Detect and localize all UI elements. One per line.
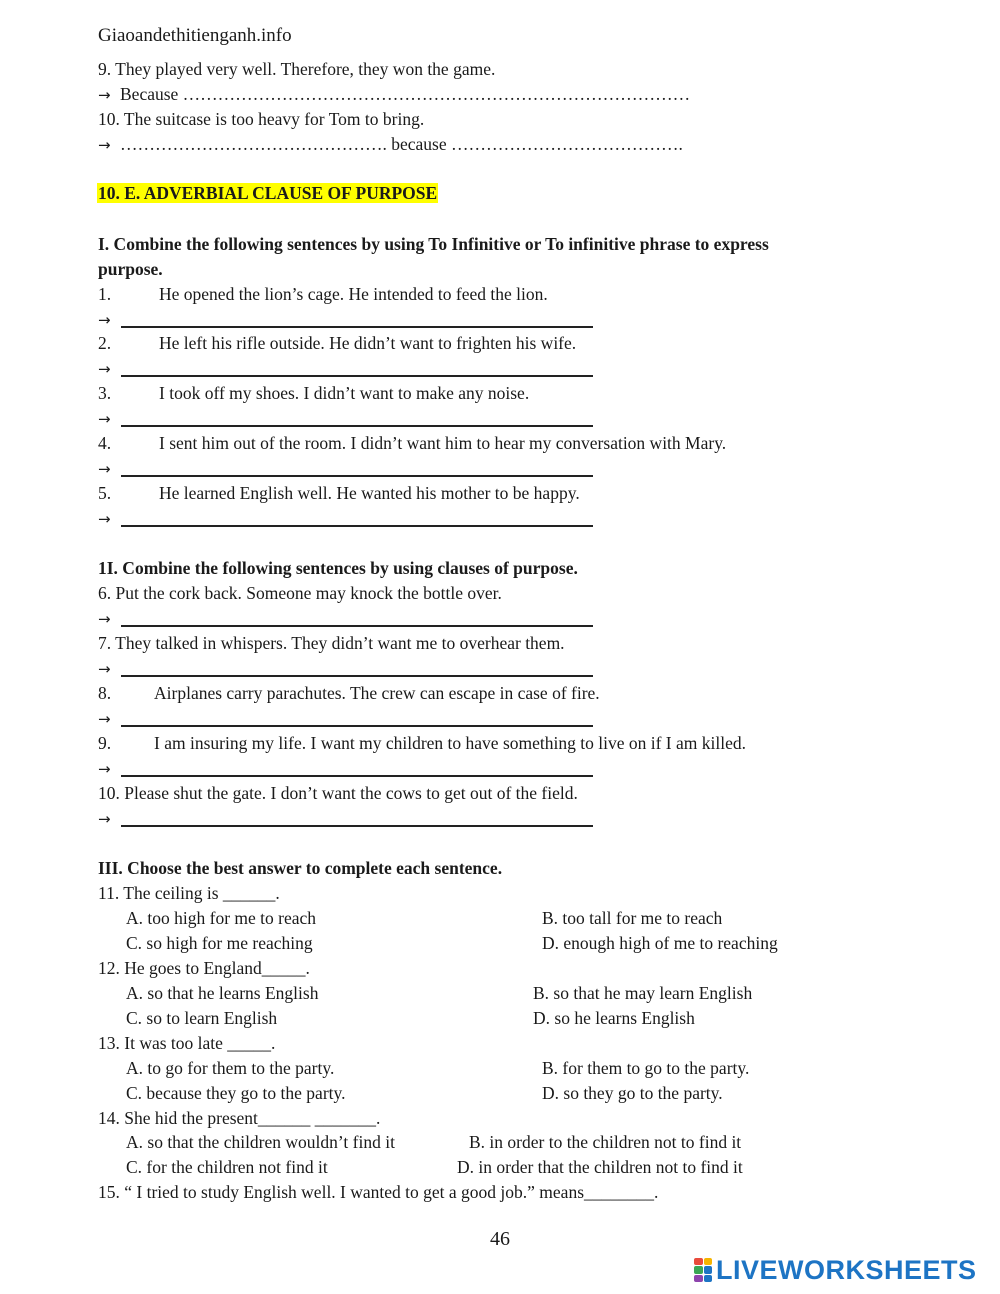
part2-item-10: 10. Please shut the gate. I don’t want the cows to get out of the field. xyxy=(98,783,578,803)
arrow-icon: → xyxy=(98,760,111,778)
answer-arrow xyxy=(98,657,120,680)
part1-instruction-2: purpose. xyxy=(98,259,163,279)
part1-item-5 xyxy=(98,482,580,504)
prev-q10-answer-line xyxy=(98,133,683,156)
question-13-stem: 13. It was too late _____. xyxy=(98,1033,276,1053)
prev-q9: 9. They played very well. Therefore, they won the game. xyxy=(98,59,496,79)
answer-field-2[interactable] xyxy=(121,375,593,377)
arrow-icon: → xyxy=(98,610,111,628)
arrow-icon: → xyxy=(98,360,111,378)
arrow-icon: → xyxy=(98,410,111,428)
answer-field-6[interactable] xyxy=(121,625,593,627)
answer-arrow xyxy=(98,357,120,380)
liveworksheets-logo[interactable] xyxy=(694,1256,977,1284)
answer-field-10[interactable] xyxy=(121,825,593,827)
arrow-icon: → xyxy=(98,660,111,678)
item-text: I sent him out of the room. I didn’t want him to hear my conversation with Mary. xyxy=(159,433,727,453)
option-b[interactable]: B. in order to the children not to find it xyxy=(469,1132,742,1152)
answer-field-9[interactable] xyxy=(121,775,593,777)
item-number: 2. xyxy=(98,333,112,353)
item-number: 4. xyxy=(98,433,112,453)
site-header: Giaoandethitienganh.info xyxy=(98,25,292,46)
answer-field-8[interactable] xyxy=(121,725,593,727)
item-number: 8. xyxy=(98,683,112,703)
item-text: I took off my shoes. I didn’t want to make any noise. xyxy=(159,383,530,403)
answer-arrow xyxy=(98,457,120,480)
answer-arrow xyxy=(98,707,120,730)
part1-item-1 xyxy=(98,283,548,305)
answer-field-7[interactable] xyxy=(121,675,593,677)
section-title-text: 10. E. ADVERBIAL CLAUSE OF PURPOSE xyxy=(98,183,438,203)
part1-instruction-1: I. Combine the following sentences by using To Infinitive or To infinitive phrase to express xyxy=(98,234,769,254)
item-number: 5. xyxy=(98,483,112,503)
part1-item-3 xyxy=(98,382,529,404)
part2-item-6: 6. Put the cork back. Someone may knock the bottle over. xyxy=(98,583,502,603)
prev-q9-answer-line xyxy=(98,83,690,106)
option-c[interactable]: C. so high for me reaching xyxy=(126,933,313,953)
option-a[interactable]: A. so that he learns English xyxy=(126,983,319,1003)
item-text: Airplanes carry parachutes. The crew can escape in case of fire. xyxy=(154,683,600,703)
option-d[interactable]: D. so he learns English xyxy=(533,1008,695,1028)
option-b[interactable]: B. so that he may learn English xyxy=(533,983,753,1003)
option-c[interactable]: C. for the children not find it xyxy=(126,1157,328,1177)
part2-item-7: 7. They talked in whispers. They didn’t want me to overhear them. xyxy=(98,633,565,653)
answer-arrow xyxy=(98,607,120,630)
answer-arrow xyxy=(98,308,120,331)
option-d[interactable]: D. so they go to the party. xyxy=(542,1083,723,1103)
question-14-stem: 14. She hid the present______ _______. xyxy=(98,1108,381,1128)
part2-instruction: 1I. Combine the following sentences by using clauses of purpose. xyxy=(98,558,578,578)
answer-arrow xyxy=(98,757,120,780)
part1-item-4 xyxy=(98,432,726,454)
option-d[interactable]: D. enough high of me to reaching xyxy=(542,933,778,953)
answer-arrow xyxy=(98,407,120,430)
option-a[interactable]: A. too high for me to reach xyxy=(126,908,317,928)
answer-field-5[interactable] xyxy=(121,525,593,527)
item-text: He learned English well. He wanted his mother to be happy. xyxy=(159,483,580,503)
answer-arrow xyxy=(98,807,120,830)
logo-icon xyxy=(694,1258,712,1282)
answer-field-4[interactable] xyxy=(121,475,593,477)
option-c[interactable]: C. because they go to the party. xyxy=(126,1083,346,1103)
part2-item-8 xyxy=(98,682,600,704)
logo-text: LIVEWORKSHEETS xyxy=(716,1254,977,1285)
arrow-icon: → xyxy=(98,460,111,478)
prev-q10: 10. The suitcase is too heavy for Tom to bring. xyxy=(98,109,425,129)
answer-field-1[interactable] xyxy=(121,326,593,328)
arrow-icon: → xyxy=(98,710,111,728)
item-number: 3. xyxy=(98,383,112,403)
question-12-stem: 12. He goes to England_____. xyxy=(98,958,310,978)
item-number: 9. xyxy=(98,733,112,753)
part1-item-2 xyxy=(98,332,576,354)
question-15-stem: 15. “ I tried to study English well. I wanted to get a good job.” means________. xyxy=(98,1182,659,1202)
arrow-icon: → xyxy=(98,810,111,828)
option-a[interactable]: A. to go for them to the party. xyxy=(126,1058,335,1078)
item-text: I am insuring my life. I want my children to have something to live on if I am killed. xyxy=(154,733,746,753)
answer-arrow xyxy=(98,507,120,530)
part3-instruction: III. Choose the best answer to complete each sentence. xyxy=(98,858,503,878)
arrow-icon: → xyxy=(98,510,111,528)
section-title xyxy=(97,182,438,204)
question-11-stem: 11. The ceiling is ______. xyxy=(98,883,280,903)
option-c[interactable]: C. so to learn English xyxy=(126,1008,278,1028)
item-text: He left his rifle outside. He didn’t want to frighten his wife. xyxy=(159,333,577,353)
option-a[interactable]: A. so that the children wouldn’t find it xyxy=(126,1132,395,1152)
item-text: He opened the lion’s cage. He intended to feed the lion. xyxy=(159,284,548,304)
item-number: 1. xyxy=(98,284,112,304)
answer-field-3[interactable] xyxy=(121,425,593,427)
option-d[interactable]: D. in order that the children not to find it xyxy=(457,1157,743,1177)
option-b[interactable]: B. for them to go to the party. xyxy=(542,1058,750,1078)
arrow-icon: → xyxy=(98,136,111,154)
prev-q10-answer: ………………………………………. because …………………………………. xyxy=(120,134,683,154)
option-b[interactable]: B. too tall for me to reach xyxy=(542,908,723,928)
part2-item-9 xyxy=(98,732,746,754)
prev-q9-answer: Because …………………………………………………………………………… xyxy=(120,84,691,104)
page-number: 46 xyxy=(490,1228,510,1250)
arrow-icon: → xyxy=(98,311,111,329)
arrow-icon: → xyxy=(98,86,111,104)
